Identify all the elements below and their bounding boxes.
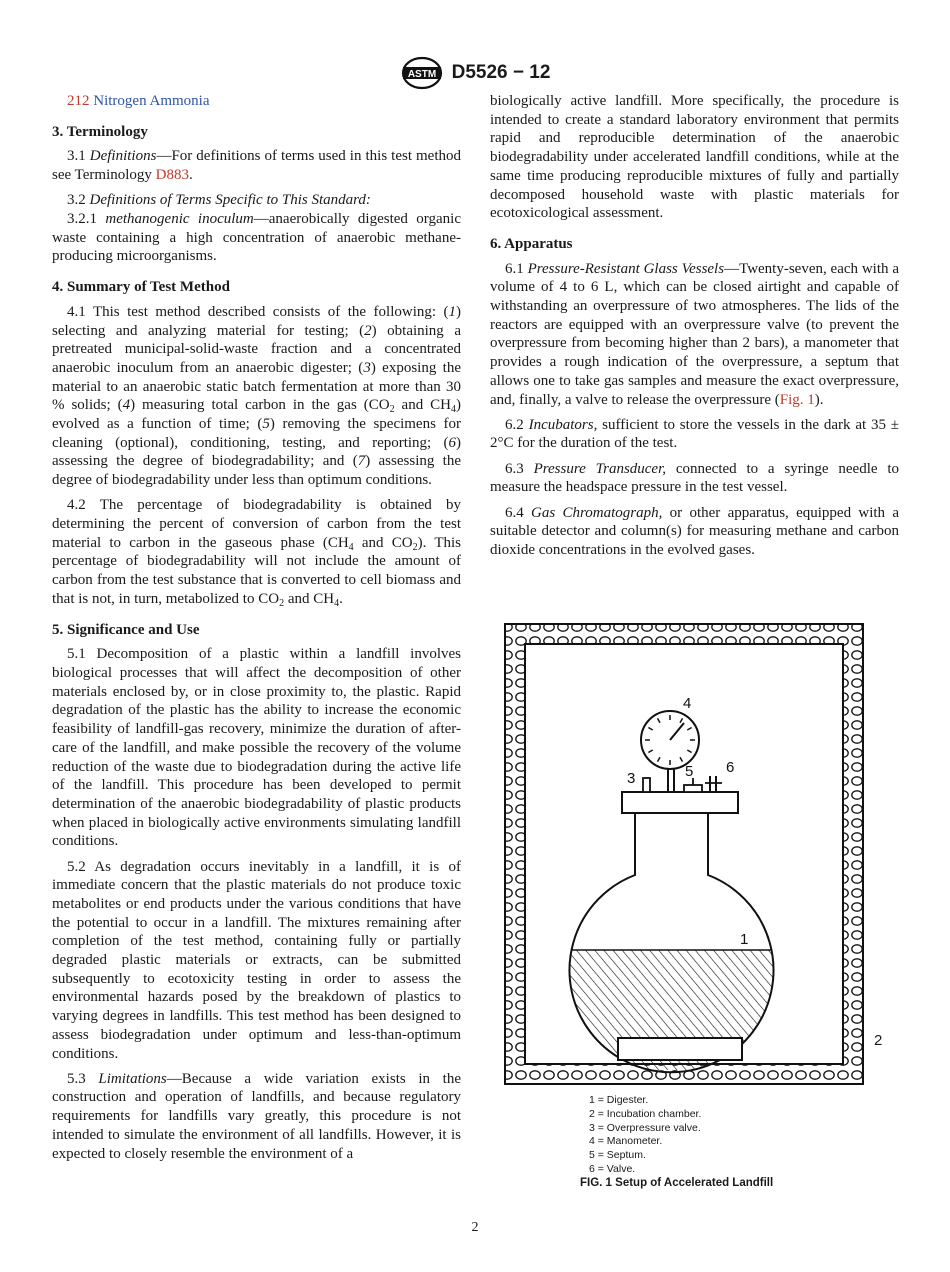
legend-item: 5 = Septum. [589, 1149, 646, 1162]
paragraph-3-1: 3.1 Definitions—For definitions of terms used in this test method see Terminology D883. [52, 148, 461, 184]
figure-legend [589, 1094, 701, 1177]
reference-entry [52, 92, 461, 111]
paragraph-6-4: 6.4 Gas Chromatograph, or other apparatus, equipped with a suitable detector and column(s) for measuring methane and carbon dioxide concentrations in the evolved gases. [490, 504, 899, 558]
paragraph-continuation: biologically active landfill. More specifically, the procedure is intended to create a standard laboratory environment that permits rapid and reproducible determination of the anaerobic biodegradability under accelerated landfill conditions, while at the same time producing reproducible mixtures of fully and partially decomposed household waste with plastic materials for ecotoxicological assessment. [490, 93, 899, 222]
legend-item: 3 = Overpressure valve. [589, 1121, 701, 1134]
reference-number[interactable]: 212 [67, 93, 90, 109]
link-d883[interactable]: D883 [155, 167, 189, 184]
overpressure-valve [643, 778, 650, 792]
paragraph-6-1: 6.1 Pressure-Resistant Glass Vessels—Twenty-seven, each with a volume of 4 to 6 L, which can be closed airtight and capable of withstanding an overpressure of two atmospheres. The lids of the reactors are equipped with an overpressure valve (to prevent the overpressure from becoming higher than 2 bars), a manometer that provides a rough indication of the overpressure, a septum that allows one to take gas samples and measure the exact overpressure, and, finally, a valve to release the overpressure (Fig. 1). [490, 260, 899, 408]
paragraph-5-3: 5.3 Limitations—Because a wide variation exists in the construction and operation of landfills, and because regulatory requirements for landfills vary greatly, this procedure is not intended to simulate the environment of all landfills. However, it is expected to closely resemble the environment of a [52, 1070, 462, 1162]
section-4-heading: 4. Summary of Test Method [52, 279, 230, 296]
landfill-setup-diagram [500, 620, 870, 1090]
page-header [0, 56, 950, 90]
label-3: 3 [627, 770, 636, 787]
release-valve [705, 776, 722, 792]
paragraph-3-2: 3.2 Definitions of Terms Specific to This Standard: [67, 192, 371, 209]
document-id: D5526 − 12 [451, 62, 551, 83]
section-3-heading: 3. Terminology [52, 123, 148, 140]
paragraph-6-3: 6.3 Pressure Transducer, connected to a syringe needle to measure the headspace pressure in the test vessel. [490, 460, 899, 496]
svg-text:ASTM: ASTM [407, 69, 436, 80]
paragraph-6-2: 6.2 Incubators, sufficient to store the vessels in the dark at 35 ± 2°C for the duration of the test. [490, 416, 900, 452]
legend-item: 1 = Digester. [589, 1094, 649, 1106]
legend-item: 2 = Incubation chamber. [589, 1107, 702, 1120]
link-fig-1[interactable]: Fig. 1 [779, 391, 815, 408]
paragraph-5-2: 5.2 As degradation occurs inevitably in a landfill, it is of immediate concern that the plastic materials do not produce toxic metabolites or end products under the various conditions that have the potential to occur in a landfill. The mixtures remaining after completion of the test method, containing fully or partially degraded plastic materials or extracts, can be submitted subsequently to ecotoxicity testing in order to assess the environmental hazards posed by the breakdown of plastics to varying degrees in landfills. This test method has been designed to assess biodegradation under optimum and less-than-optimum conditions. [52, 858, 461, 1062]
section-5-heading: 5. Significance and Use [52, 621, 200, 638]
paragraph-4-1: 4.1 This test method described consists of the following: (1) selecting and analyzing material for testing; (2) obtaining a pretreated municipal-solid-waste fraction and a concentrated anaerobic inoculum from an anaerobic digester; (3) exposing the material to an anaerobic static batch fermentation at more than 30 % solids; (4) measuring total carbon in the gas ($CO_2$ and $CH_4$) evolved as a function of time; (5) removing the specimens for cleaning (optional), conditioning, testing, and reporting; (6) assessing the degree of biodegradability; and (7) assessing the degree of biodegradability under less than optimum conditions. [52, 303, 462, 489]
label-5: 5 [685, 763, 694, 780]
septum [684, 778, 702, 792]
figure-caption: FIG. 1 Setup of Accelerated Landfill [580, 1177, 774, 1189]
right-column [490, 92, 899, 566]
paragraph-4-2: 4.2 The percentage of biodegradability is obtained by determining the percent of conversion of carbon from the test material to carbon in the gaseous phase ($CH_4$ and $CO_2$). This percentage of biodegradability will not include the amount of carbon from the test substance that is converted to cell biomass and that is not, in turn, metabolized to $CO_2$ and $CH_4$. [52, 497, 461, 609]
label-2-outer: 2 [874, 1032, 883, 1049]
left-column [52, 92, 461, 1170]
astm-logo-icon [400, 56, 444, 90]
label-4: 4 [683, 695, 692, 712]
digester-flask [560, 792, 800, 1072]
page-number: 2 [471, 1220, 479, 1235]
label-1: 1 [740, 931, 749, 948]
section-6-heading: 6. Apparatus [490, 235, 573, 252]
figure-1 [500, 620, 870, 1090]
reference-title[interactable]: Nitrogen Ammonia [89, 93, 210, 109]
label-6: 6 [726, 759, 735, 776]
paragraph-5-1: 5.1 Decomposition of a plastic within a landfill involves biological processes that will affect the decomposition of other materials enclosed by, or in close proximity to, the plastic. Rapid degradation of the plastic has the ability to increase the economic feasibility of landfill-gas recovery, minimize the duration of after-care of the landfill, and make possible the recovery of the volume reduction of the waste due to biodegradation during the active life of the landfill. This procedure has been developed to permit determination of the anaerobic biodegradability of plastic products when placed in biologically active environments simulating landfill conditions. [52, 646, 461, 850]
paragraph-3-2-1: 3.2.1 methanogenic inoculum—anaerobically digested organic waste containing a high concentration of anaerobic methane-producing microorganisms. [52, 211, 462, 265]
legend-item: 4 = Manometer. [589, 1135, 663, 1148]
legend-item: 6 = Valve. [589, 1162, 636, 1175]
